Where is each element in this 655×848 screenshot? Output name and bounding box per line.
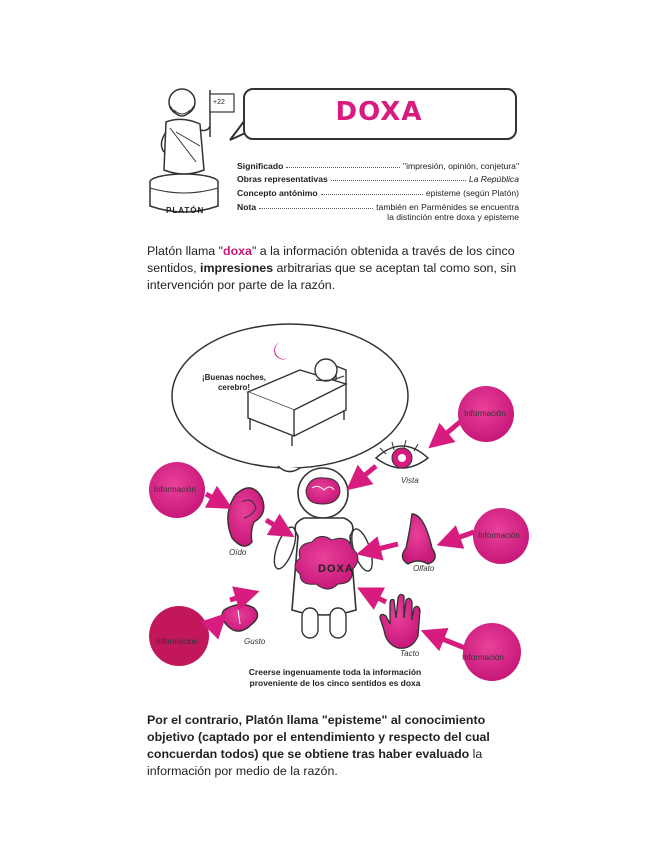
- page-title: DOXA: [335, 97, 423, 127]
- info-value: también en Parménides se encuentra: [376, 202, 519, 212]
- info-row-antonimo: [237, 188, 519, 198]
- info-label-hearing: Información: [154, 485, 196, 494]
- doxa-center-label: DOXA: [318, 563, 354, 575]
- tongue-icon: [222, 604, 258, 631]
- info-key: Obras representativas: [237, 174, 328, 184]
- dream-text: ¡Buenas noches, cerebro!: [201, 373, 266, 392]
- brain-figure: [270, 468, 376, 638]
- flag-text: +22: [213, 99, 225, 106]
- info-circle-touch: [463, 623, 521, 681]
- statue-label: PLATÓN: [166, 206, 205, 215]
- info-row-obras: [237, 174, 519, 184]
- info-label-sight: Información: [464, 409, 506, 418]
- info-label-touch: Información: [462, 653, 504, 662]
- info-label-taste: Información: [156, 637, 198, 646]
- sense-label-smell: Olfato: [413, 564, 435, 573]
- info-label-smell: Información: [478, 531, 520, 540]
- info-key: Significado: [237, 161, 284, 171]
- hand-icon: [380, 594, 420, 648]
- sense-label-touch: Tacto: [400, 649, 420, 658]
- plato-statue-illustration: [140, 82, 240, 222]
- info-value: La República: [468, 174, 519, 184]
- closing-paragraph: Por el contrario, Platón llama "episteme" al conocimiento objetivo (captado por el entendimiento y respecto del cual concuerdan todos) que se obtiene tras haber evaluado la información por medio de la razón.: [147, 713, 490, 778]
- info-key: Concepto antónimo: [237, 188, 318, 198]
- info-value: "impresión, opinión, conjetura": [403, 161, 519, 171]
- episteme-term: episteme: [327, 713, 382, 727]
- info-value: episteme (según Platón): [425, 188, 519, 198]
- info-row-significado: [237, 161, 519, 171]
- impresiones-term: impresiones: [200, 261, 274, 275]
- sense-label-hearing: Oído: [229, 548, 247, 557]
- info-value-note-line2: la distinción entre doxa y episteme: [387, 212, 519, 222]
- info-key: Nota: [237, 202, 257, 212]
- eye-icon: [376, 440, 428, 468]
- nose-icon: [402, 514, 435, 564]
- doxa-term: doxa: [223, 244, 252, 258]
- sense-label-sight: Vista: [401, 476, 419, 485]
- info-row-nota: [237, 202, 519, 212]
- sense-label-taste: Gusto: [244, 637, 266, 646]
- info-circle-taste: [149, 606, 209, 666]
- illustration-caption: Creerse ingenuamente toda la información proveniente de los cinco sentidos es doxa: [248, 667, 422, 688]
- intro-paragraph: Platón llama "doxa" a la información obtenida a través de los cinco sentidos, impresiones arbitrarias que se aceptan tal como son, sin intervención por parte de la razón.: [147, 244, 517, 292]
- ear-icon: [228, 488, 264, 546]
